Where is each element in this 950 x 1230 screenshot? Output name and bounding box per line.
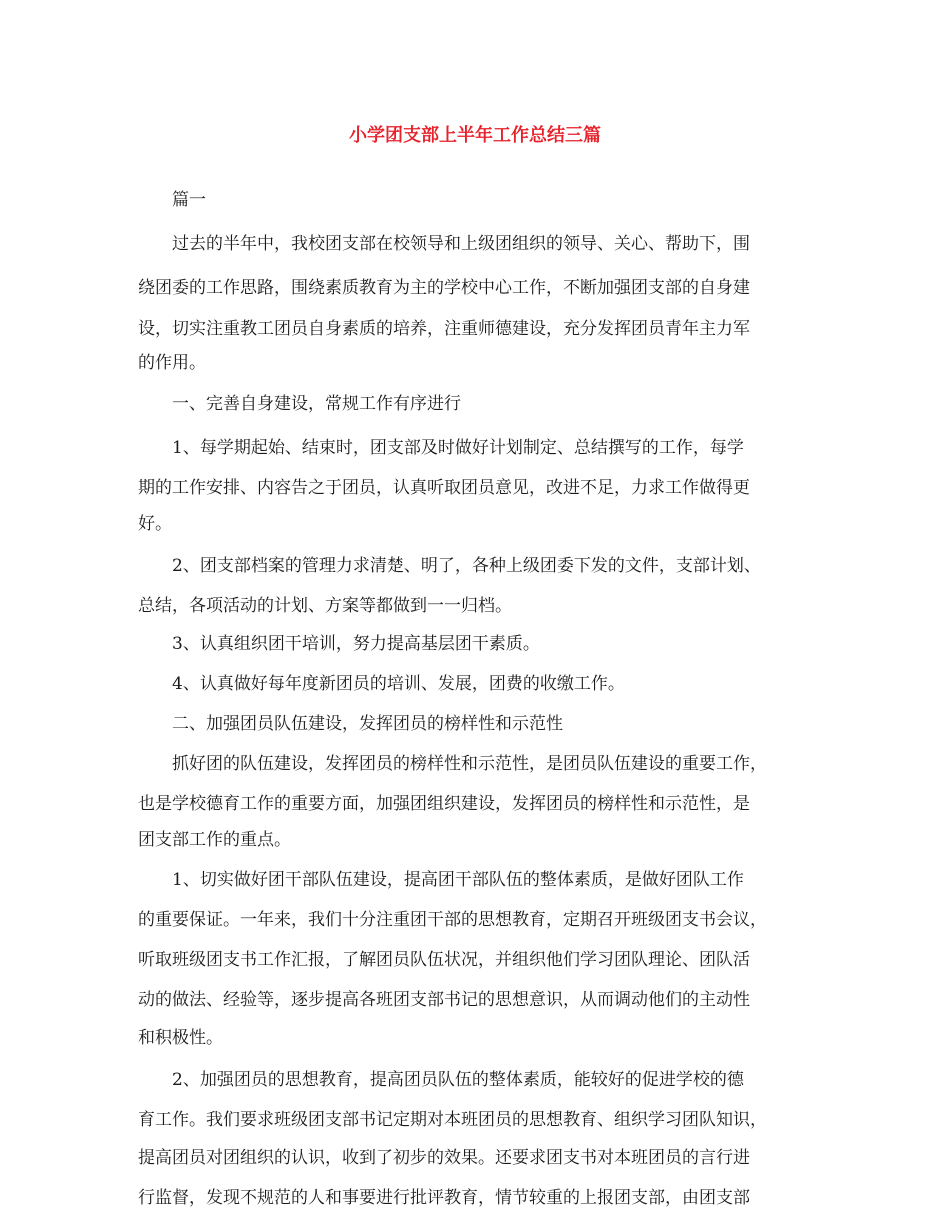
body-line: 总结，各项活动的计划、方案等都做到一一归档。: [138, 596, 512, 616]
body-line: 动的做法、经验等，逐步提高各班团支部书记的思想意识，从而调动他们的主动性: [138, 990, 750, 1010]
body-line: 二、加强团员队伍建设，发挥团员的榜样性和示范性: [172, 714, 563, 734]
body-line: 过去的半年中，我校团支部在校领导和上级团组织的领导、关心、帮助下，围: [172, 234, 750, 254]
body-line: 篇一: [172, 190, 206, 210]
body-line: 的重要保证。一年来，我们十分注重团干部的思想教育，定期召开班级团支书会议，: [138, 910, 767, 930]
body-line: 提高团员对团组织的认识，收到了初步的效果。还要求团支书对本班团员的言行进: [138, 1148, 750, 1168]
body-line: 团支部工作的重点。: [138, 830, 291, 850]
body-line: 一、完善自身建设，常规工作有序进行: [172, 394, 461, 414]
body-line: 听取班级团支书工作汇报，了解团员队伍状况，并组织他们学习团队理论、团队活: [138, 950, 750, 970]
body-line: 育工作。我们要求班级团支部书记定期对本班团员的思想教育、组织学习团队知识，: [138, 1110, 767, 1130]
document-title: 小学团支部上半年工作总结三篇: [349, 125, 601, 146]
body-line: 也是学校德育工作的重要方面，加强团组织建设，发挥团员的榜样性和示范性，是: [138, 794, 750, 814]
body-line: 1、切实做好团干部队伍建设，提高团干部队伍的整体素质，是做好团队工作: [172, 870, 744, 890]
body-line: 绕团委的工作思路，围绕素质教育为主的学校中心工作，不断加强团支部的自身建: [138, 278, 750, 298]
body-line: 期的工作安排、内容告之于团员，认真听取团员意见，改进不足，力求工作做得更: [138, 478, 750, 498]
body-line: 行监督，发现不规范的人和事要进行批评教育，情节较重的上报团支部，由团支部: [138, 1188, 750, 1208]
body-line: 2、团支部档案的管理力求清楚、明了，各种上级团委下发的文件，支部计划、: [172, 556, 761, 576]
body-line: 的作用。: [138, 353, 206, 373]
body-line: 2、加强团员的思想教育，提高团员队伍的整体素质，能较好的促进学校的德: [172, 1070, 744, 1090]
body-line: 抓好团的队伍建设，发挥团员的榜样性和示范性，是团员队伍建设的重要工作，: [172, 754, 767, 774]
body-line: 和积极性。: [138, 1028, 223, 1048]
body-line: 3、认真组织团干培训，努力提高基层团干素质。: [172, 634, 540, 654]
body-line: 好。: [138, 514, 172, 534]
body-line: 设，切实注重教工团员自身素质的培养，注重师德建设，充分发挥团员青年主力军: [138, 319, 750, 339]
body-line: 1、每学期起始、结束时，团支部及时做好计划制定、总结撰写的工作，每学: [172, 438, 744, 458]
body-line: 4、认真做好每年度新团员的培训、发展，团费的收缴工作。: [172, 674, 625, 694]
